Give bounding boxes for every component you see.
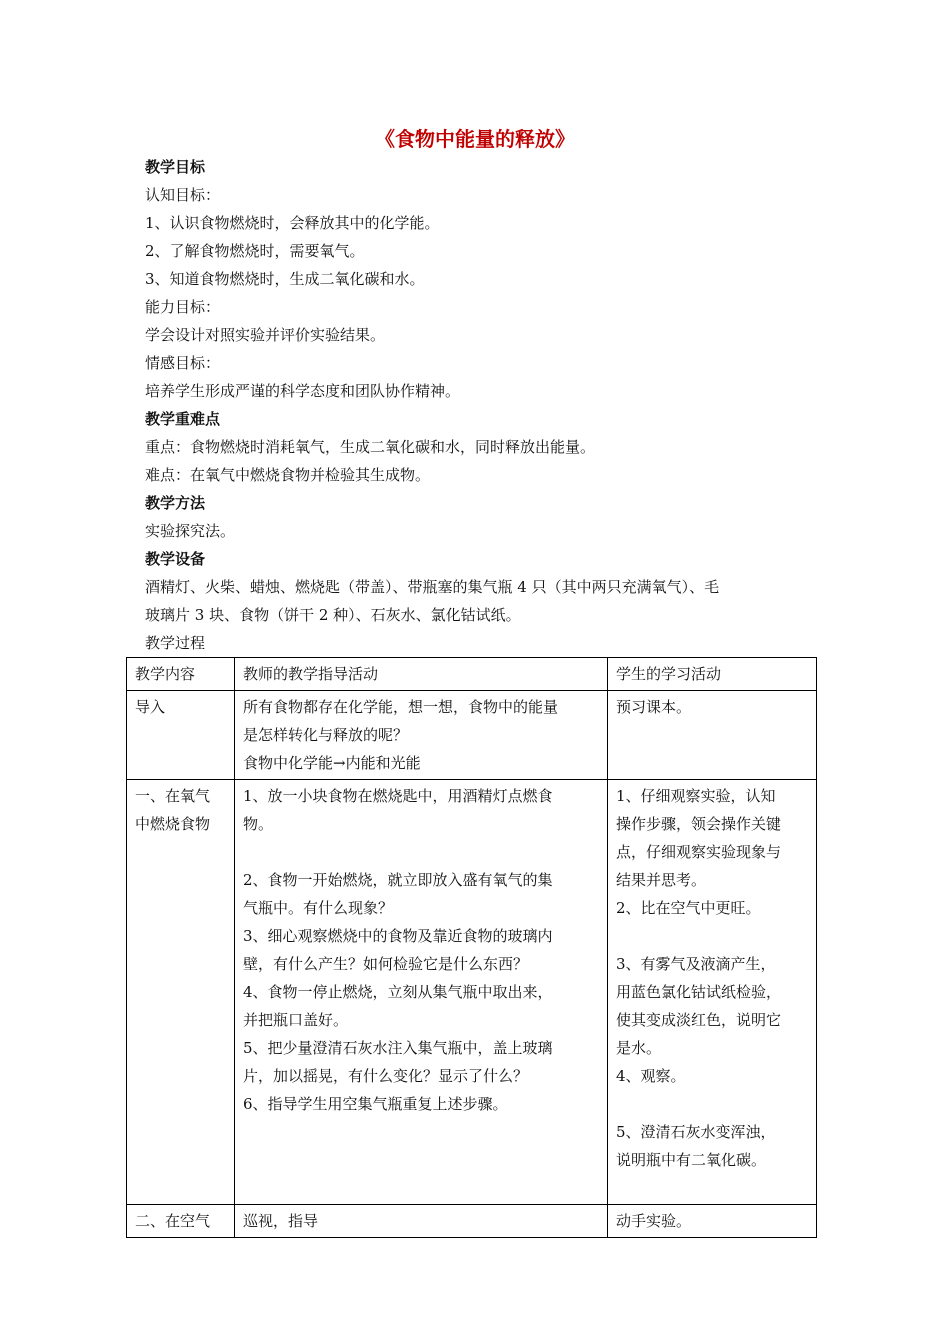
difficult-point: 难点：在氧气中燃烧食物并检验其生成物。 — [145, 466, 431, 484]
cognitive-item: 3、知道食物燃烧时，生成二氧化碳和水。 — [145, 270, 425, 288]
cell-line: 巡视，指导 — [243, 1212, 319, 1230]
student-cell — [608, 1205, 817, 1238]
ability-text: 学会设计对照实验并评价实验结果。 — [145, 326, 386, 344]
header-cell: 教师的教学指导活动 — [235, 658, 608, 691]
cell-line: 1、仔细观察实验，认知 — [616, 787, 776, 805]
cell-line: 二、在空气 — [135, 1212, 211, 1230]
equipment-line: 酒精灯、火柴、蜡烛、燃烧匙（带盖）、带瓶塞的集气瓶 4 只（其中两只充满氧气）、毛 — [145, 578, 720, 596]
blank-line — [616, 922, 810, 950]
cognitive-item: 1、认识食物燃烧时，会释放其中的化学能。 — [145, 214, 440, 232]
key-point: 重点：食物燃烧时消耗氧气，生成二氧化碳和水，同时释放出能量。 — [145, 438, 596, 456]
equipment-heading: 教学设备 — [145, 550, 206, 568]
content-cell — [127, 1205, 235, 1238]
cell-line: 片，加以摇晃，有什么变化？显示了什么？ — [243, 1067, 529, 1085]
cell-line: 食物中化学能→内能和光能 — [243, 754, 421, 772]
cell-line: 5、把少量澄清石灰水注入集气瓶中，盖上玻璃 — [243, 1039, 553, 1057]
cell-line: 是水。 — [616, 1039, 662, 1057]
table-row — [127, 780, 817, 1205]
document-title: 《食物中能量的释放》 — [375, 127, 575, 151]
blank-line — [616, 1090, 810, 1118]
cell-line: 导入 — [135, 698, 166, 716]
teacher-cell — [235, 780, 608, 1205]
teacher-cell — [235, 1205, 608, 1238]
cell-line: 操作步骤，领会操作关键 — [616, 815, 782, 833]
student-cell — [608, 780, 817, 1205]
teacher-cell — [235, 691, 608, 780]
cell-line: 物。 — [243, 815, 274, 833]
cell-line: 点，仔细观察实验现象与 — [616, 843, 782, 861]
blank-line — [616, 1174, 810, 1202]
objectives-heading: 教学目标 — [145, 158, 206, 176]
table-row — [127, 691, 817, 780]
blank-line — [243, 1174, 601, 1202]
cell-line: 预习课本。 — [616, 698, 692, 716]
process-heading: 教学过程 — [145, 634, 206, 652]
header-cell: 教学内容 — [127, 658, 235, 691]
method-heading: 教学方法 — [145, 494, 206, 512]
blank-line — [243, 1146, 601, 1174]
cell-line: 说明瓶中有二氧化碳。 — [616, 1151, 767, 1169]
ability-label: 能力目标： — [145, 298, 221, 316]
cell-line: 动手实验。 — [616, 1212, 692, 1230]
emotion-label: 情感目标： — [145, 354, 221, 372]
cell-line: 结果并思考。 — [616, 871, 707, 889]
cell-line: 1、放一小块食物在燃烧匙中，用酒精灯点燃食 — [243, 787, 553, 805]
method-text: 实验探究法。 — [145, 522, 236, 540]
table-header-row — [127, 658, 817, 691]
table-row — [127, 1205, 817, 1238]
cognitive-item: 2、了解食物燃烧时，需要氧气。 — [145, 242, 365, 260]
blank-line — [243, 1118, 601, 1146]
cell-line: 并把瓶口盖好。 — [243, 1011, 349, 1029]
cell-line: 5、澄清石灰水变浑浊， — [616, 1123, 776, 1141]
cell-line: 所有食物都存在化学能，想一想，食物中的能量 — [243, 698, 559, 716]
content-cell — [127, 780, 235, 1205]
process-table — [126, 657, 817, 1238]
cell-line: 6、指导学生用空集气瓶重复上述步骤。 — [243, 1095, 508, 1113]
cell-line: 2、比在空气中更旺。 — [616, 899, 761, 917]
cell-line: 4、观察。 — [616, 1067, 686, 1085]
equipment-line: 玻璃片 3 块、食物（饼干 2 种）、石灰水、氯化钴试纸。 — [145, 606, 521, 624]
student-cell — [608, 691, 817, 780]
header-cell: 学生的学习活动 — [608, 658, 817, 691]
cell-line: 气瓶中。有什么现象？ — [243, 899, 394, 917]
blank-line — [243, 838, 601, 866]
cell-line: 中燃烧食物 — [135, 815, 211, 833]
cell-line: 3、细心观察燃烧中的食物及靠近食物的玻璃内 — [243, 927, 553, 945]
cell-line: 用蓝色氯化钴试纸检验， — [616, 983, 782, 1001]
cell-line: 使其变成淡红色，说明它 — [616, 1011, 782, 1029]
cell-line: 4、食物一停止燃烧，立刻从集气瓶中取出来， — [243, 983, 553, 1001]
cell-line: 一、在氧气 — [135, 787, 211, 805]
emotion-text: 培养学生形成严谨的科学态度和团队协作精神。 — [145, 382, 461, 400]
cell-line: 3、有雾气及液滴产生， — [616, 955, 776, 973]
cognitive-label: 认知目标： — [145, 186, 221, 204]
cell-line: 是怎样转化与释放的呢？ — [243, 726, 409, 744]
content-cell — [127, 691, 235, 780]
cell-line: 壁，有什么产生？如何检验它是什么东西？ — [243, 955, 529, 973]
keypoints-heading: 教学重难点 — [145, 410, 221, 428]
cell-line: 2、食物一开始燃烧，就立即放入盛有氧气的集 — [243, 871, 553, 889]
